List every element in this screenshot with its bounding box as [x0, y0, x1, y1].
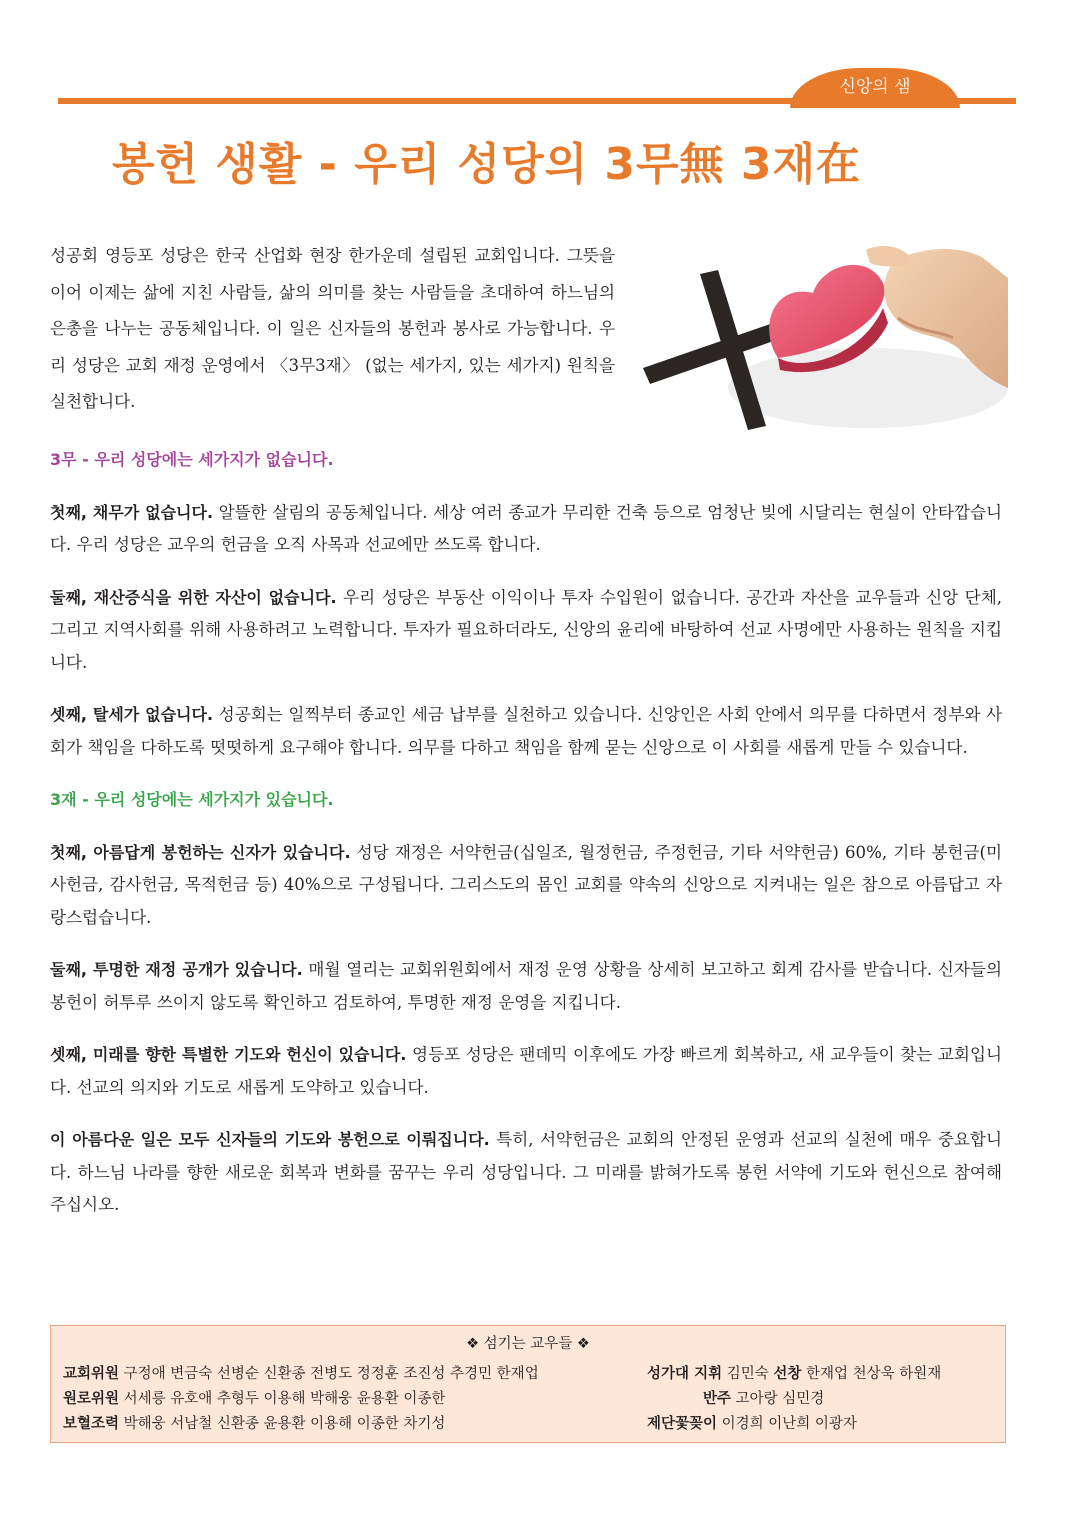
servers-box: [50, 1325, 1006, 1443]
section1-item-3: [50, 699, 1002, 764]
servers-names: 서세릉 유호애 추형두 이용해 박해웅 윤용환 이종한: [119, 1391, 446, 1407]
section1-item-1: [50, 497, 1002, 562]
section2-item-3-text: 영등포 성당은 팬데믹 이후에도 가장 빠르게 회복하고, 새 교우들이 찾는 교회입니다. 선교의 의지와 기도로 새롭게 도약하고 있습니다.: [50, 1045, 1002, 1097]
section2-item-1: [50, 837, 1002, 935]
servers-row-council: [63, 1362, 539, 1383]
servers-row-altar: [63, 1412, 445, 1433]
section2-item-2-lead: 둘째, 투명한 재정 공개가 있습니다.: [50, 960, 303, 979]
section1-heading: 3무 - 우리 성당에는 세가지가 없습니다.: [50, 450, 334, 469]
servers-row-accompanist: [703, 1387, 824, 1408]
section-tab-label: 신앙의 샘: [839, 76, 911, 97]
section1-item-3-text: 성공회는 일찍부터 종교인 세금 납부를 실천하고 있습니다. 신앙인은 사회 안에서 의무를 다하면서 정부와 사회가 책임을 다하도록 떳떳하게 요구해야 합니다. 의무를 다하고 책임을 함께 묻는 신앙으로 이 사회를 새롭게 만들 수 있습니다.: [50, 705, 1003, 757]
section1-item-3-lead: 셋째, 탈세가 없습니다.: [50, 705, 214, 724]
cross-and-heart-image: [638, 238, 1008, 436]
servers-role: 반주: [703, 1391, 732, 1407]
closing-lead: 이 아름다운 일은 모두 신자들의 기도와 봉헌으로 이뤄집니다.: [50, 1130, 490, 1149]
servers-names: 구정애 변금숙 선병순 신환종 전병도 정정훈 조진성 추경민 한재업: [119, 1366, 539, 1382]
servers-role: 원로위원: [63, 1391, 120, 1407]
section2-item-1-text: 성당 재정은 서약헌금(십일조, 월정헌금, 주정헌금, 기타 서약헌금) 60%, 기타 봉헌금(미사헌금, 감사헌금, 목적헌금 등) 40%으로 구성됩니다. 그리스도의 몸인 교회를 약속의 신앙으로 지켜내는 일은 참으로 아름답고 자랑스럽습니다.: [50, 842, 1002, 927]
section2-item-1-lead: 첫째, 아름답게 봉헌하는 신자가 있습니다.: [50, 842, 351, 862]
servers-row-elders: [63, 1387, 445, 1408]
section2-heading: 3재 - 우리 성당에는 세가지가 있습니다.: [50, 790, 334, 809]
servers-names: 이경희 이난희 이광자: [717, 1416, 857, 1432]
servers-row-choir: [647, 1362, 941, 1383]
section2-item-2-text: 매월 열리는 교회위원회에서 재정 운영 상황을 상세히 보고하고 회계 감사를 받습니다. 신자들의 봉헌이 허투루 쓰이지 않도록 확인하고 검토하여, 투명한 재정 운영을 지킵니다.: [50, 960, 1002, 1012]
servers-role: 보혈조력: [63, 1416, 120, 1432]
section1-item-2-text: 우리 성당은 부동산 이익이나 투자 수입원이 없습니다. 공간과 자산을 교우들과 신앙 단체, 그리고 지역사회를 위해 사용하려고 노력합니다. 투자가 필요하더라도, 신앙의 윤리에 바탕하여 선교 사명에만 사용하는 원칙을 지킵니다.: [50, 587, 1002, 672]
intro-paragraph: 성공회 영등포 성당은 한국 산업화 현장 한가운데 설립된 교회입니다. 그뜻을 이어 이제는 삶에 지친 사람들, 삶의 의미를 찾는 사람들을 초대하여 하느님의 은총을 나누는 공동체입니다. 이 일은 신자들의 봉헌과 봉사로 가능합니다. 우리 성당은 교회 재정 운영에서 〈3무3재〉 (없는 세가지, 있는 세가지) 원칙을 실천합니다.: [50, 246, 615, 411]
article-body: [50, 444, 1002, 1242]
servers-role: 성가대 지휘: [647, 1366, 723, 1382]
section1-item-2-lead: 둘째, 재산증식을 위한 자산이 없습니다.: [50, 587, 337, 607]
servers-names: 김민숙: [722, 1366, 774, 1382]
section2-item-2: [50, 954, 1002, 1019]
page-title: 봉헌 생활 - 우리 성당의 3무無 3재在: [112, 139, 861, 190]
section-tab: [790, 68, 960, 108]
closing-text: 특히, 서약헌금은 교회의 안정된 운영과 선교의 실천에 매우 중요합니다. 하느님 나라를 향한 새로운 회복과 변화를 꿈꾸는 우리 성당입니다. 그 미래를 밝혀가도록 봉헌 서약에 기도와 헌신으로 참여해 주십시오.: [50, 1130, 1002, 1214]
servers-role: 교회위원: [63, 1366, 120, 1382]
servers-row-flowers: [647, 1412, 857, 1433]
servers-role: 제단꽃꽂이: [647, 1416, 718, 1432]
servers-names: 한재업 천상욱 하원재: [801, 1366, 942, 1382]
section1-item-1-lead: 첫째, 채무가 없습니다.: [50, 502, 214, 522]
section1-item-2: [50, 582, 1002, 680]
servers-names: 고아랑 심민경: [731, 1391, 825, 1407]
section2-item-3: [50, 1039, 1002, 1104]
servers-names: 박해웅 서남철 신환종 윤용환 이용해 이종한 차기성: [119, 1416, 446, 1432]
section2-item-3-lead: 셋째, 미래를 향한 특별한 기도와 헌신이 있습니다.: [50, 1045, 407, 1064]
section1-item-1-text: 알뜰한 살림의 공동체입니다. 세상 여러 종교가 무리한 건축 등으로 엄청난 빚에 시달리는 현실이 안타깝습니다. 우리 성당은 교우의 헌금을 오직 사목과 선교에만 쓰도록 합니다.: [50, 502, 1003, 554]
servers-box-title: ❖ 섬기는 교우들 ❖: [466, 1336, 590, 1352]
closing-paragraph: [50, 1124, 1002, 1222]
servers-role: 선창: [773, 1366, 802, 1382]
